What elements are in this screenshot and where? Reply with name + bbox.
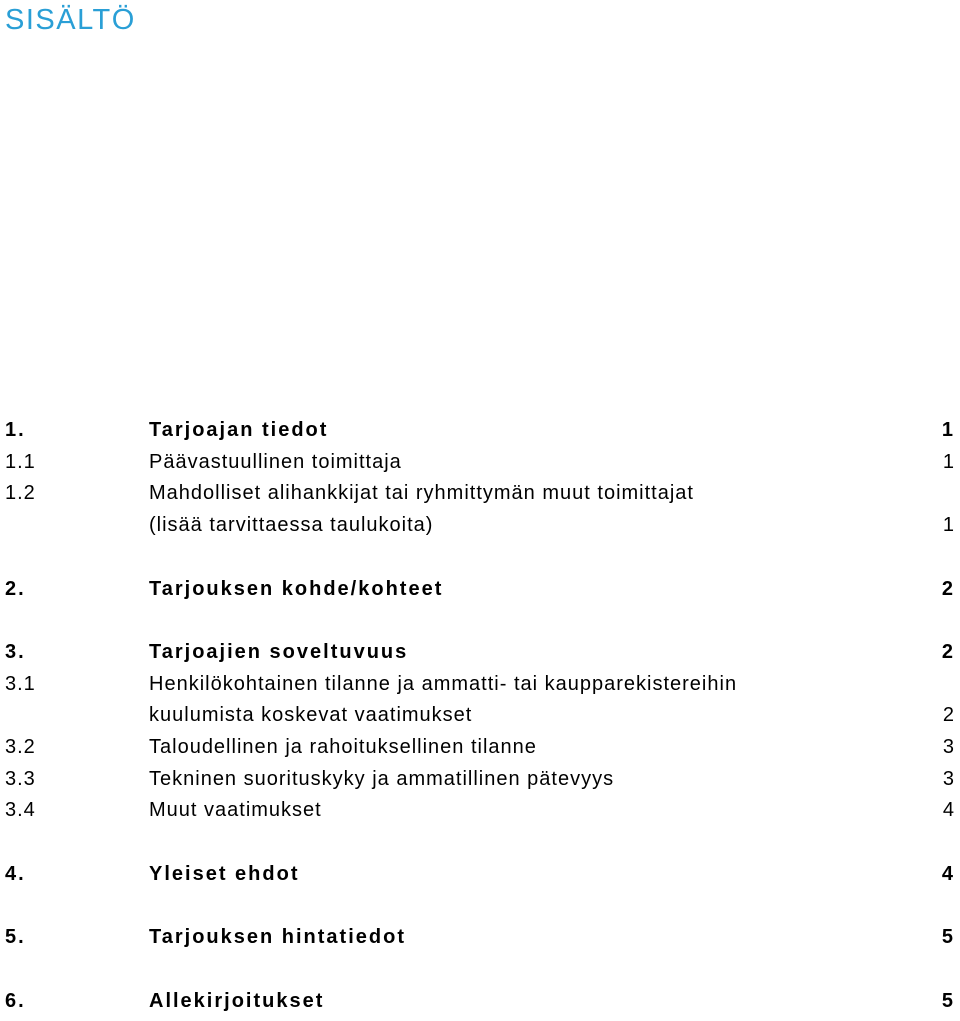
toc-page-number: 2	[941, 640, 955, 663]
toc-subsection-1-2[interactable]	[5, 478, 955, 541]
toc-section-3[interactable]	[5, 637, 955, 669]
toc-subsection-3-1[interactable]	[5, 669, 955, 732]
toc-page-number: 4	[941, 862, 955, 885]
toc-subsection-3-4[interactable]	[5, 795, 955, 827]
toc-section-4[interactable]	[5, 859, 955, 891]
toc-page-number: 1	[941, 419, 955, 441]
toc-page-number: 5	[941, 989, 955, 1012]
toc-section-5[interactable]	[5, 922, 955, 954]
toc-number: 3.4	[5, 799, 36, 822]
toc-title: Muut vaatimukset	[149, 799, 322, 822]
toc-title: Tarjouksen hintatiedot	[149, 926, 406, 949]
toc-title: Tarjoajan tiedot	[149, 419, 329, 441]
toc-title: Päävastuullinen toimittaja	[149, 450, 402, 473]
toc-title: Tarjoajien soveltuvuus	[149, 640, 409, 663]
toc-page-number: 2	[942, 704, 955, 727]
toc-title: Taloudellinen ja rahoituksellinen tilanne	[149, 736, 537, 758]
toc-page-number: 4	[942, 799, 955, 822]
toc-number: 3.	[5, 640, 26, 663]
toc-title-line-2: kuulumista koskevat vaatimukset	[149, 704, 473, 727]
page-title: SISÄLTÖ	[5, 4, 136, 36]
toc-page-number: 2	[941, 577, 955, 600]
toc-number: 3.3	[5, 767, 36, 790]
toc-page-number: 1	[942, 450, 955, 473]
toc-title-line-1: Henkilökohtainen tilanne ja ammatti- tai kaupparekistereihin	[149, 672, 738, 695]
toc-title: Yleiset ehdot	[149, 862, 300, 885]
toc-title: Tarjouksen kohde/kohteet	[149, 577, 444, 600]
toc-title-line-2: (lisää tarvittaessa taulukoita)	[149, 514, 434, 537]
toc-number: 3.1	[5, 672, 36, 695]
toc-number: 1.1	[5, 450, 36, 473]
toc-subsection-1-1[interactable]	[5, 447, 955, 479]
toc-number: 1.	[5, 419, 26, 441]
toc-number: 5.	[5, 926, 26, 949]
toc-title: Allekirjoitukset	[149, 989, 325, 1012]
toc-page-number: 3	[942, 736, 955, 758]
toc-number: 3.2	[5, 736, 36, 758]
toc-subsection-3-2[interactable]	[5, 732, 955, 764]
toc-title-line-1: Mahdolliset alihankkijat tai ryhmittymän muut toimittajat	[149, 482, 694, 505]
toc-title: Tekninen suorituskyky ja ammatillinen pätevyys	[149, 767, 615, 790]
toc-subsection-3-3[interactable]	[5, 764, 955, 796]
toc-page-number: 5	[941, 926, 955, 949]
table-of-contents	[5, 415, 955, 1017]
toc-number: 1.2	[5, 482, 36, 505]
toc-section-1[interactable]	[5, 415, 955, 447]
toc-number: 2.	[5, 577, 26, 600]
toc-page-number: 1	[942, 514, 955, 537]
toc-page-number: 3	[942, 767, 955, 790]
toc-number: 6.	[5, 989, 26, 1012]
toc-number: 4.	[5, 862, 26, 885]
toc-section-2[interactable]	[5, 574, 955, 606]
toc-section-6[interactable]	[5, 986, 955, 1018]
